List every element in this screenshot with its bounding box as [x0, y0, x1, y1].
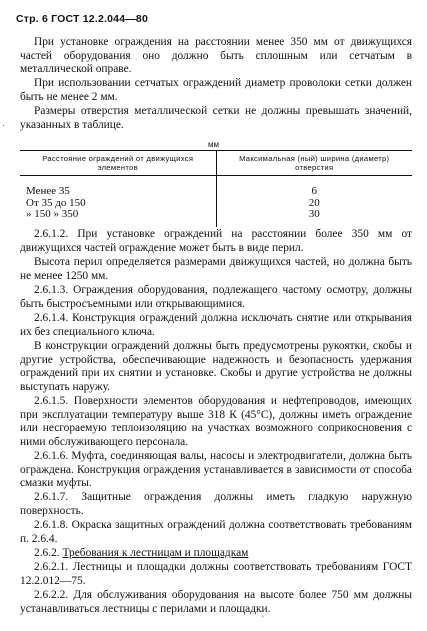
intro-paragraph-1: При установке ограждения на расстоянии менее 350 мм от движущихся частей оборудования оно должно быть сплошным или сетчатым в металлической оправе. — [20, 36, 412, 76]
guard-handles-paragraph: В конструкции ограждений должны быть предусмотрены рукоятки, скобы и другие устройства, обеспечивающие надежность и безопасность удержания ограждений при их снятии и установке. Скобы и другие устройства не должны выступать наружу. — [20, 340, 412, 393]
section-number: 2.6.2. — [34, 547, 60, 559]
margin-mark: ' — [262, 614, 264, 624]
clause-2-6-1-6: 2.6.1.6. Муфта, соединяющая валы, насосы и электродвигатели, должна быть ограждена. Конструкция ограждения устанавливается в зависимости от способа смазки муфты. — [20, 450, 412, 490]
max-width-cell: 6 — [311, 185, 317, 197]
table-units: мм — [208, 140, 219, 149]
distance-cell: От 35 до 150 — [20, 198, 216, 210]
page-header: Стр. 6 ГОСТ 12.2.044—80 — [16, 13, 149, 25]
clause-2-6-2-2: 2.6.2.2. Для обслуживания оборудования на высоте более 750 мм должны устанавливаться лестницы с перилами и площадки. — [20, 589, 412, 615]
table-row — [20, 176, 412, 198]
col-header-max-width: Максимальная (ный) ширина (диаметр) отверстия — [216, 151, 412, 176]
clause-2-6-1-2: 2.6.1.2. При установке ограждений на расстоянии более 350 мм от движущихся частей ограждение может быть в виде перил. — [20, 228, 412, 254]
clause-2-6-1-5: 2.6.1.5. Поверхности элементов оборудования и нефтепроводов, имеющих при эксплуатации температуру выше 318 К (45°С), должны иметь ограждение или несгораемую теплоизоляцию на участках возможного соприкосновения с ними обслуживающего персонала. — [20, 395, 412, 448]
max-width-cell: 30 — [308, 208, 320, 220]
mesh-size-table — [20, 150, 412, 227]
col-header-distance: Расстояние ограждений от движущихся элементов — [20, 151, 216, 176]
intro-paragraph-2: При использовании сетчатых ограждений диаметр проволоки сетки должен быть не менее 2 мм. — [20, 77, 412, 103]
railing-height-paragraph: Высота перил определяется размерами движущихся частей, но должна быть не менее 1250 мм. — [20, 256, 412, 282]
clause-2-6-1-7: 2.6.1.7. Защитные ограждения должны иметь гладкую наружную поверхность. — [20, 491, 412, 517]
max-width-cell: 20 — [308, 196, 320, 209]
section-heading — [20, 547, 412, 561]
table-row — [20, 198, 412, 210]
intro-paragraph-3: Размеры отверстия металлической сетки не должны превышать значений, указанных в таблице. — [20, 105, 412, 131]
margin-mark: · — [2, 120, 5, 130]
clause-2-6-2-1: 2.6.2.1. Лестницы и площадки должны соответствовать требованиям ГОСТ 12.2.012—75. — [20, 561, 412, 587]
clause-2-6-1-3: 2.6.1.3. Ограждения оборудования, подлежащего частому осмотру, должны быть быстросъемными или открывающимися. — [20, 284, 412, 310]
clause-2-6-1-4: 2.6.1.4. Конструкция ограждений должна исключать снятие или открывания их без специального ключа. — [20, 312, 412, 338]
clause-2-6-1-8: 2.6.1.8. Окраска защитных ограждений должна соответствовать требованиям п. 2.6.4. — [20, 519, 412, 545]
distance-cell: » 150 » 350 — [20, 209, 216, 227]
table-row — [20, 209, 412, 227]
table-header-row — [20, 151, 412, 176]
distance-cell: Менее 35 — [20, 176, 216, 198]
section-title: Требования к лестницам и площадкам — [62, 547, 249, 559]
